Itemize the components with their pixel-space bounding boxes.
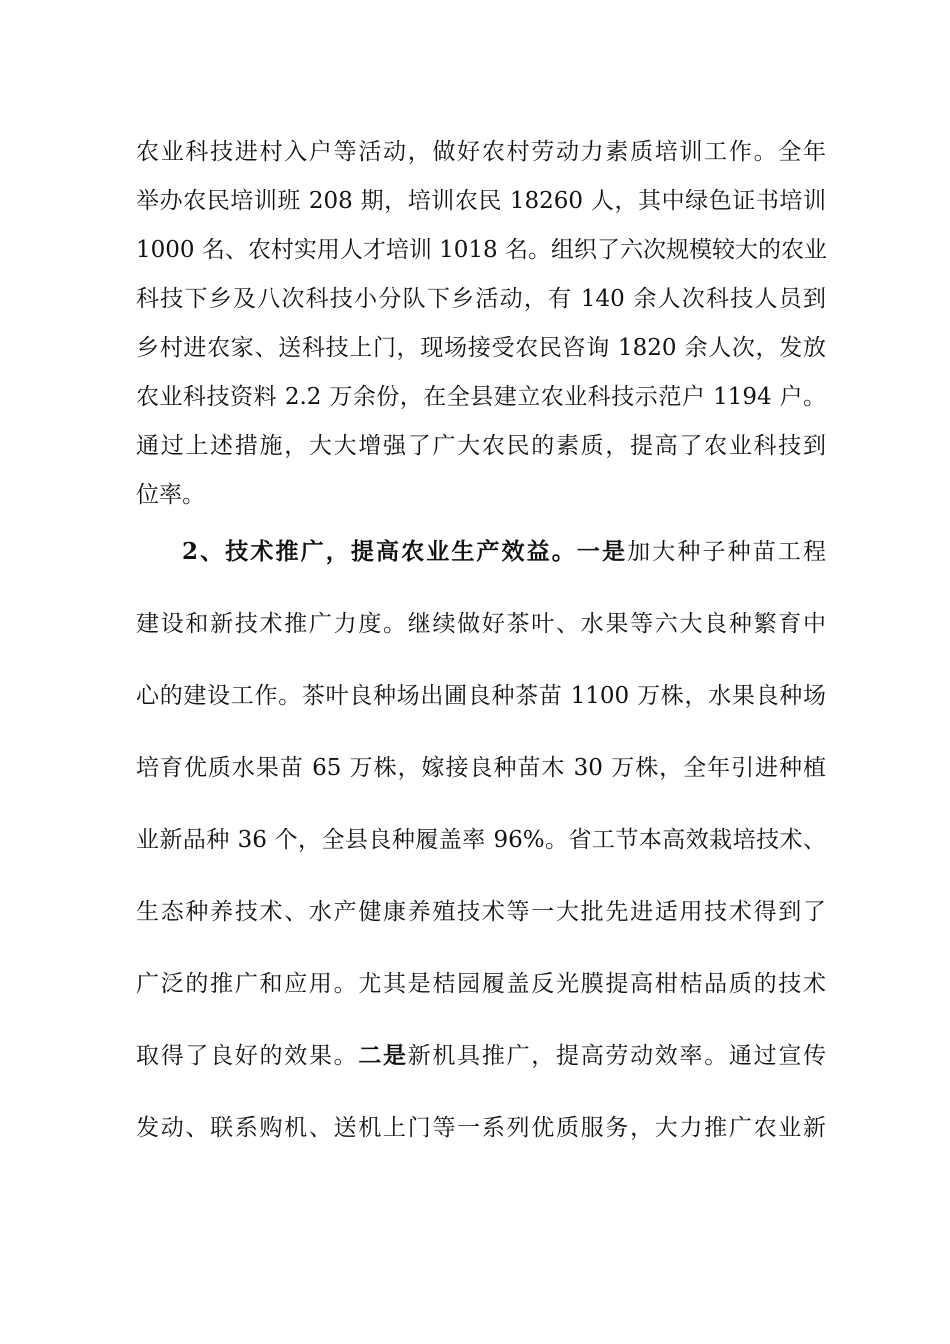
paragraph-2-line-6: 生态种养技术、水产健康养殖技术等一大批先进适用技术得到了 (136, 899, 826, 925)
paragraph-2-line-9: 发动、联系购机、送机上门等一系列优质服务，大力推广农业新 (136, 1115, 826, 1141)
paragraph-1-line-6: 农业科技资料 2.2 万余份，在全县建立农业科技示范户 1194 户。 (136, 384, 826, 410)
paragraph-2-line-3: 心的建设工作。茶叶良种场出圃良种茶苗 1100 万株，水果良种场 (136, 683, 826, 709)
section-heading: 2、技术推广，提高农业生产效益。 (182, 538, 577, 565)
paragraph-1-line-5: 乡村进农家、送科技上门，现场接受农民咨询 1820 余人次，发放 (136, 335, 826, 361)
paragraph-1-line-4: 科技下乡及八次科技小分队下乡活动，有 140 余人次科技人员到 (136, 286, 826, 312)
paragraph-2-line-8 (136, 1040, 826, 1072)
paragraph-1-line-7: 通过上述措施，大大增强了广大农民的素质，提高了农业科技到 (136, 433, 826, 459)
paragraph-2-line-4: 培育优质水果苗 65 万株，嫁接良种苗木 30 万株，全年引进种植 (136, 755, 826, 781)
paragraph-2-line-7: 广泛的推广和应用。尤其是桔园履盖反光膜提高柑桔品质的技术 (136, 971, 826, 997)
paragraph-2-line-1 (136, 536, 826, 568)
paragraph-1-line-2: 举办农民培训班 208 期，培训农民 18260 人，其中绿色证书培训 (136, 188, 826, 214)
paragraph-2-line-5: 业新品种 36 个，全县良种履盖率 96%。省工节本高效栽培技术、 (136, 827, 826, 853)
marker-second: 二是 (358, 1042, 408, 1069)
marker-first: 一是 (576, 538, 628, 565)
paragraph-2-line-8-pre: 取得了良好的效果。 (136, 1043, 359, 1069)
paragraph-2-line-8-text: 新机具推广，提高劳动效率。通过宣传 (407, 1043, 827, 1069)
paragraph-2-line-1-text: 加大种子种苗工程 (627, 539, 827, 565)
paragraph-1-line-1: 农业科技进村入户等活动，做好农村劳动力素质培训工作。全年 (136, 139, 826, 165)
paragraph-1-line-3: 1000 名、农村实用人才培训 1018 名。组织了六次规模较大的农业 (136, 237, 827, 263)
paragraph-1-line-8: 位率。 (136, 482, 205, 508)
paragraph-2-line-2: 建设和新技术推广力度。继续做好茶叶、水果等六大良种繁育中 (136, 611, 826, 637)
